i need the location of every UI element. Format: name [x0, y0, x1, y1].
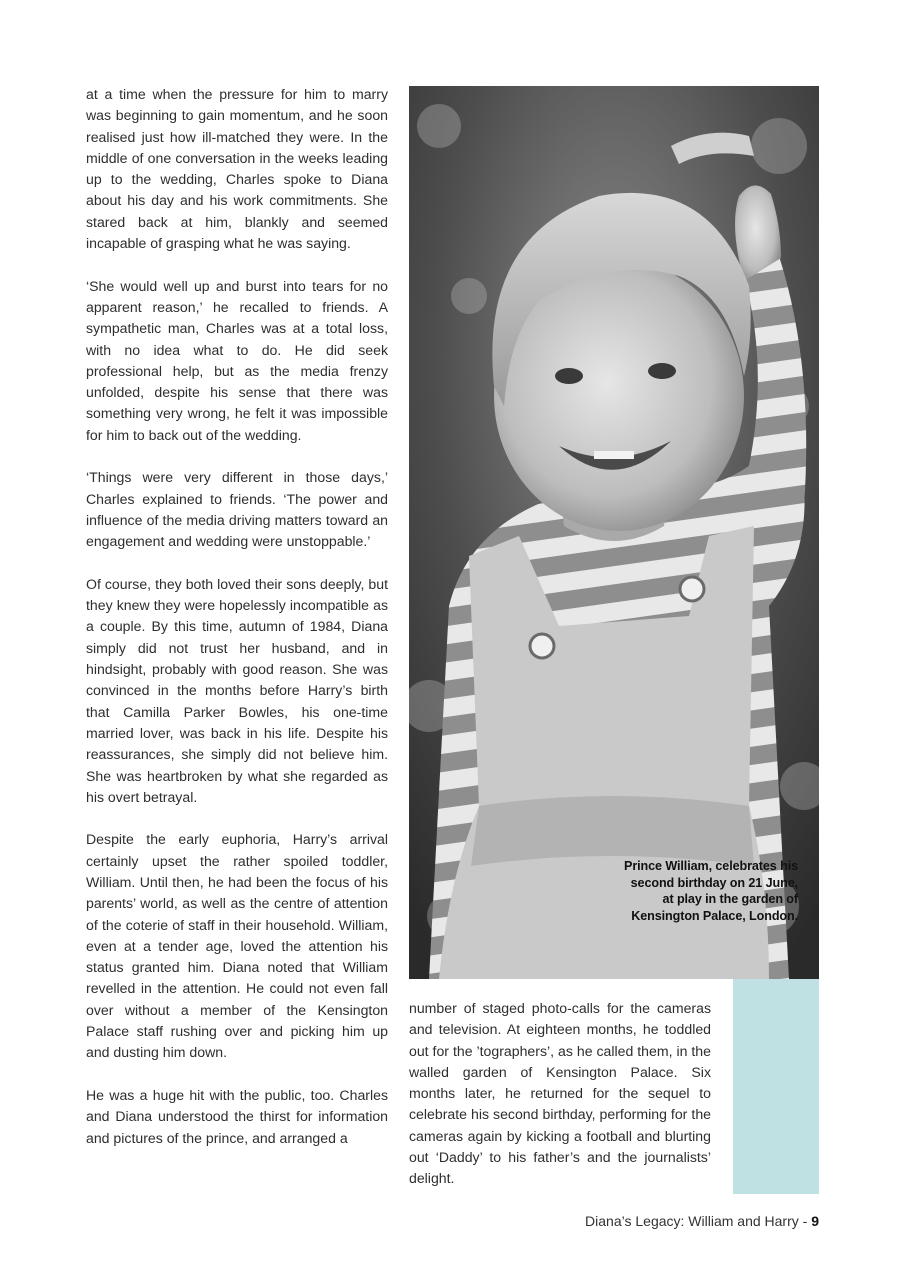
left-column [86, 84, 388, 1149]
body-paragraph: Of course, they both loved their sons deeply, but they knew they were hopelessly incompatible as a couple. By this time, autumn of 1984, Diana simply did not trust her husband, and in hindsight, probably with good reason. She was convinced in the months before Harry’s birth that Camilla Parker Bowles, his one-time married lover, was back in his life. Despite his reassurances, she simply did not believe him. She was heartbroken by what she regarded as his overt betrayal. [86, 575, 388, 805]
body-paragraph: at a time when the pressure for him to marry was beginning to gain momentum, and he soon realised just how ill-matched they were. In the middle of one conversation in the weeks leading up to the wedding, Charles spoke to Diana about his day and his work commitments. She stared back at him, blankly and seemed incapable of grasping what he was saying. [86, 86, 388, 252]
body-paragraph: He was a huge hit with the public, too. Charles and Diana understood the thirst for information and pictures of the prince, and arranged a [86, 1086, 388, 1146]
body-paragraph: ‘Things were very different in those days,’ Charles explained to friends. ‘The power and influence of the media driving matters toward an engagement and wedding were unstoppable.’ [86, 469, 388, 550]
page-number: 9 [811, 1213, 819, 1229]
right-column [409, 998, 711, 1190]
body-paragraph: Despite the early euphoria, Harry’s arrival certainly upset the rather spoiled toddler, William. Until then, he had been the focus of his parents’ world, as well as the centre of attention of the coterie of staff in their household. William, even at a tender age, loved the attention his status granted him. Diana noted that William revelled in the attention. He could not even fall over without a member of the Kensington Palace staff rushing over and picking him up and dusting him down. [86, 831, 388, 1061]
photo-caption: Prince William, celebrates his second birthday on 21 June, at play in the garden of Kensington Palace, London. [624, 859, 798, 923]
photo-illustration [409, 86, 819, 979]
accent-block [733, 979, 819, 1194]
photo-prince-william [409, 86, 819, 979]
footer-title: Diana’s Legacy: William and Harry - [585, 1213, 812, 1229]
body-paragraph: number of staged photo-calls for the cameras and television. At eighteen months, he toddled out for the ’tographers’, as he called them, in the walled garden of Kensington Palace. Six months later, he returned for the sequel to celebrate his second birthday, performing for the cameras again by kicking a football and blurting out ‘Daddy’ to his father’s and the journalists’ delight. [409, 1000, 711, 1187]
page-footer [585, 1213, 819, 1229]
body-paragraph: ‘She would well up and burst into tears for no apparent reason,’ he recalled to friends. A sympathetic man, Charles was at a total loss, with no idea what to do. He did seek professional help, but as the media frenzy unfolded, despite his sense that there was something very wrong, he felt it was impossible for him to back out of the wedding. [86, 277, 388, 443]
